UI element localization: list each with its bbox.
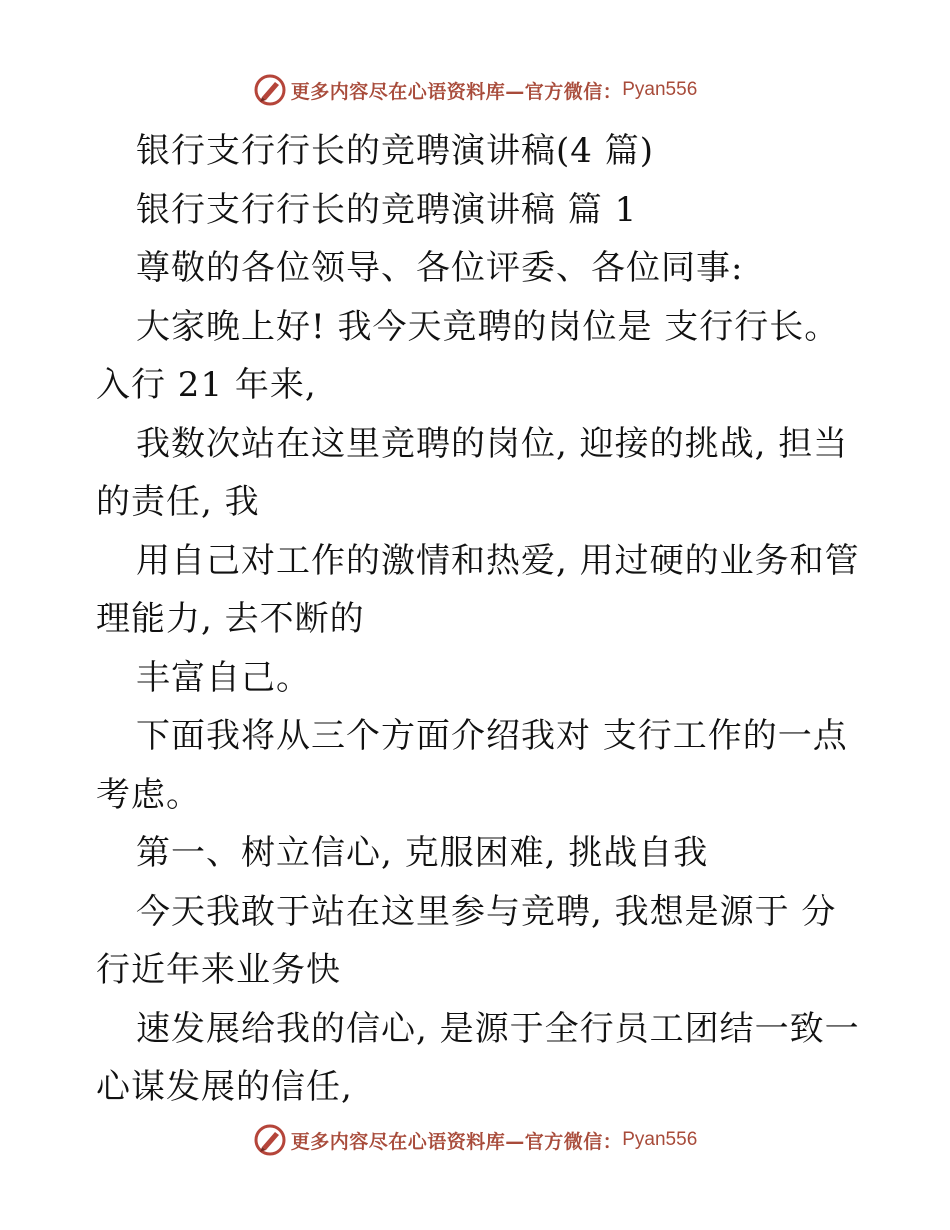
paragraph-line: 我数次站在这里竞聘的岗位, 迎接的挑战, 担当 xyxy=(136,423,849,464)
paragraph-line: 今天我敢于站在这里参与竞聘, 我想是源于 分 xyxy=(136,891,837,932)
paragraph-line: 理能力, 去不断的 xyxy=(96,599,365,639)
paragraph-line: 下面我将从三个方面介绍我对 支行工作的一点 xyxy=(136,716,848,756)
banner-text: 更多内容尽在心语资料库—官方微信： xyxy=(290,1130,623,1153)
paragraph-line: 行近年来业务快 xyxy=(96,950,341,990)
document-body xyxy=(96,122,876,1117)
salutation: 尊敬的各位领导、各位评委、各位同事: xyxy=(136,248,744,288)
section-heading: 银行支行行长的竞聘演讲稿 篇 1 xyxy=(136,189,638,230)
header-banner xyxy=(0,70,950,110)
banner-wechat-id: Pyan556 xyxy=(622,79,698,100)
paragraph-line: 速发展给我的信心, 是源于全行员工团结一致一 xyxy=(136,1008,860,1049)
document-title: 银行支行行长的竞聘演讲稿(4 篇) xyxy=(136,131,654,171)
paragraph-line: 丰富自己。 xyxy=(136,657,311,698)
pen-logo-icon xyxy=(253,1123,287,1157)
banner-text: 更多内容尽在心语资料库—官方微信： xyxy=(290,80,623,103)
paragraph-line: 入行 21 年来, xyxy=(96,365,317,405)
pen-logo-icon xyxy=(253,73,287,107)
banner-wechat-id: Pyan556 xyxy=(622,1129,698,1150)
subheading: 第一、树立信心, 克服困难, 挑战自我 xyxy=(136,833,709,873)
paragraph-line: 的责任, 我 xyxy=(96,482,260,522)
footer-banner xyxy=(0,1120,950,1160)
paragraph-line: 大家晚上好! 我今天竞聘的岗位是 支行行长。 xyxy=(136,306,840,347)
paragraph-line: 用自己对工作的激情和热爱, 用过硬的业务和管 xyxy=(136,540,860,581)
paragraph-line: 心谋发展的信任, xyxy=(96,1067,353,1107)
paragraph-line: 考虑。 xyxy=(96,774,201,815)
